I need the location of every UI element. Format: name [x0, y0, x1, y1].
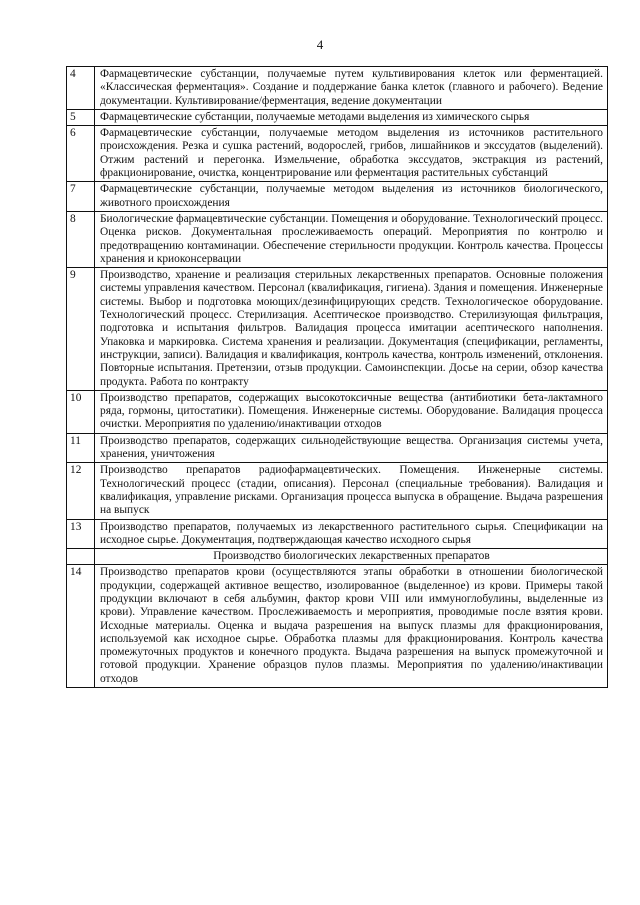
row-number: 7: [67, 182, 95, 212]
row-text: Производство, хранение и реализация стерильных лекарственных препаратов. Основные положения системы управления качеством. Персонал (квалификация, гигиена). Здания и помещения. Инженерные системы. Выбор и подготовка моющих/дезинфицирующих средств. Технологическое оборудование. Технологический процесс. Стерилизация. Асептическое производство. Стерилизующая фильтрация, подготовка и испытания фильтров. Валидация процесса имитации асептического наполнения. Упаковка и маркировка. Система хранения и реализации. Документация (спецификации, регламенты, инструкции, записи). Валидация и квалификация, контроль качества, контроль изменений, отклонения. Повторные испытания. Претензии, отзыв продукции. Самоинспекции. Досье на серии, обзор качества продукта. Работа по контракту: [95, 268, 608, 391]
table-row: [67, 126, 608, 182]
table-row: [67, 211, 608, 267]
row-text: Производство препаратов, получаемых из лекарственного растительного сырья. Спецификации на исходное сырье. Документация, подтверждающая качество исходного сырья: [95, 519, 608, 549]
table-row: [67, 109, 608, 125]
table-row: [67, 433, 608, 463]
content-table: [66, 66, 608, 688]
row-number: 12: [67, 463, 95, 519]
row-text: Фармацевтические субстанции, получаемые методом выделения из источников биологического, животного происхождения: [95, 182, 608, 212]
row-text: Производство препаратов радиофармацевтических. Помещения. Инженерные системы. Технологический процесс (стадии, описания). Персонал (специальные требования). Валидация и квалификация, управление рисками. Организация процесса выпуска в обращение. Выдача разрешения на выпуск: [95, 463, 608, 519]
row-text: Производство препаратов, содержащих высокотоксичные вещества (антибиотики бета-лактамного ряда, гормоны, цитостатики). Помещения. Инженерные системы. Оборудование. Валидация процесса очистки. Мероприятия по удалению/инактивации отходов: [95, 390, 608, 433]
row-text: Фармацевтические субстанции, получаемые путем культивирования клеток или ферментацией. «Классическая ферментация». Создание и поддержание банка клеток (главного и рабочего). Ведение документации. Культивирование/ферментация, ведение документации: [95, 67, 608, 110]
table-row: [67, 463, 608, 519]
table-row: [67, 565, 608, 688]
section-heading-row: [67, 549, 608, 565]
row-number: 10: [67, 390, 95, 433]
page-number: 4: [316, 37, 324, 52]
row-number: 5: [67, 109, 95, 125]
row-number: 8: [67, 211, 95, 267]
row-number: 11: [67, 433, 95, 463]
table-row: [67, 182, 608, 212]
table-row: [67, 519, 608, 549]
row-text: Производство препаратов, содержащих сильнодействующие вещества. Организация системы учета, хранения, уничтожения: [95, 433, 608, 463]
row-number: 6: [67, 126, 95, 182]
section-heading: Производство биологических лекарственных препаратов: [95, 549, 608, 565]
row-number: 13: [67, 519, 95, 549]
table-row: [67, 268, 608, 391]
row-number: 4: [67, 67, 95, 110]
row-number: 9: [67, 268, 95, 391]
row-number: 14: [67, 565, 95, 688]
table-row: [67, 390, 608, 433]
table-row: [67, 67, 608, 110]
row-text: Фармацевтические субстанции, получаемые методом выделения из источников растительного происхождения. Резка и сушка растений, водорослей, грибов, лишайников и экссудатов (выделений). Отжим растений и перегонка. Измельчение, обработка экссудатов, экстракция из растений, фракционирование, очистка, концентрирование или ферментация растительных субстанций: [95, 126, 608, 182]
row-text: Биологические фармацевтические субстанции. Помещения и оборудование. Технологический процесс. Оценка рисков. Документальная прослеживаемость операций. Мероприятия по контролю и предотвращению контаминации. Обеспечение стерильности продукции. Контроль качества. Процессы хранения и криоконсервации: [95, 211, 608, 267]
row-text: Фармацевтические субстанции, получаемые методами выделения из химического сырья: [95, 109, 608, 125]
row-text: Производство препаратов крови (осуществляются этапы обработки в отношении биологической продукции, содержащей активное вещество, изолированное (выделенное) из крови. Примеры такой продукции включают в себя альбумин, фактор крови VIII или иммуноглобулины, выделенные из крови). Управление качеством. Прослеживаемость и мероприятия, проводимые после взятия крови. Исходные материалы. Оценка и выдача разрешения на выпуск плазмы для фракционирования, используемой как исходное сырье. Обработка плазмы для фракционирования. Контроль качества промежуточных продуктов и конечного продукта. Выдача разрешения на выпуск промежуточной и готовой продукции. Хранение образцов пулов плазмы. Мероприятия по удалению/инактивации отходов: [95, 565, 608, 688]
